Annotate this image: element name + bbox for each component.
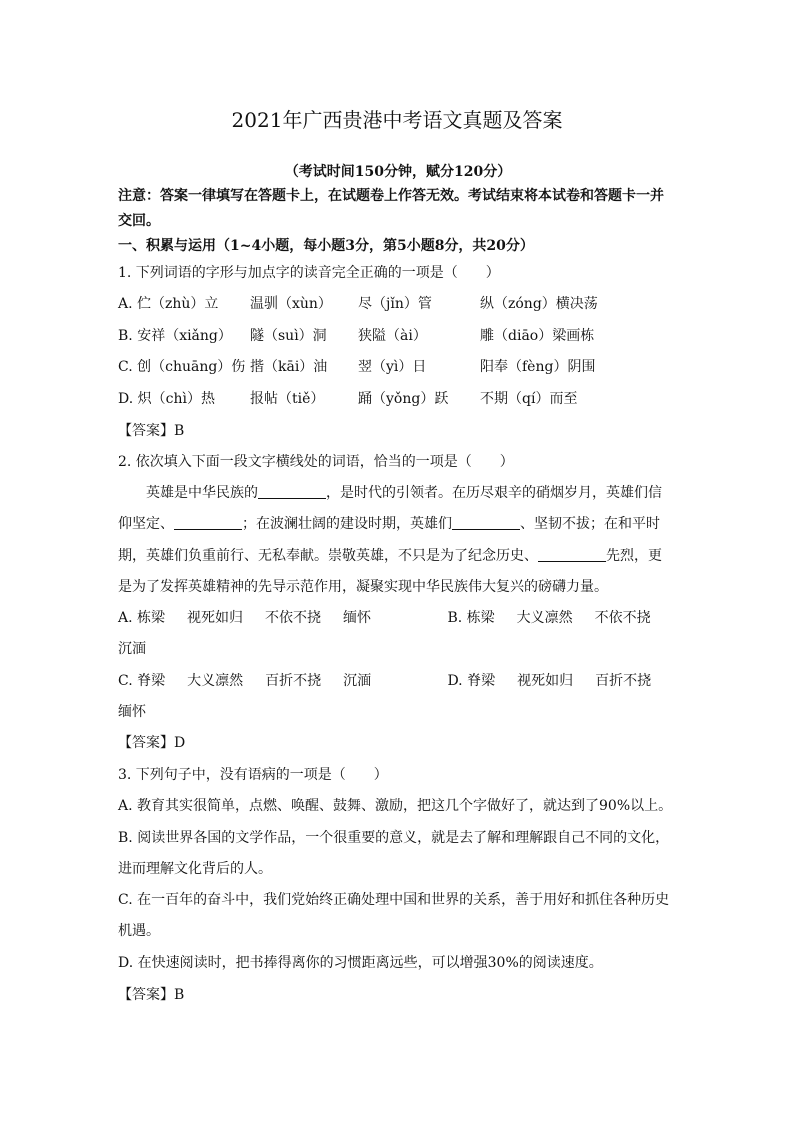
question-2-answer: 【答案】D xyxy=(118,735,186,751)
option-text: 温驯（xùn） xyxy=(250,296,332,312)
option-text: C. 脊梁 xyxy=(118,673,166,689)
option-text: 沉湎 xyxy=(343,673,372,689)
option-text: 尽（jǐn）管 xyxy=(358,296,432,312)
option-text: 视死如归 xyxy=(187,610,244,626)
option-text: 缅怀 xyxy=(343,610,372,626)
page-title: 2021年广西贵港中考语文真题及答案 xyxy=(231,108,563,132)
option-text: A. 栋梁 xyxy=(118,610,166,626)
option-text: B. 安祥（xiǎng） xyxy=(118,328,232,344)
question-3-option-c-line-2: 机遇。 xyxy=(118,923,160,939)
option-text: D. 脊梁 xyxy=(447,673,496,689)
question-2-paragraph-line-4: 是为了发挥英雄精神的先导示范作用，凝聚实现中华民族伟大复兴的磅礴力量。 xyxy=(118,579,608,595)
option-text: B. 栋梁 xyxy=(447,610,495,626)
question-3-option-a: A. 教育其实很简单，点燃、唤醒、鼓舞、激励，把这几个字做好了，就达到了90%以上。 xyxy=(118,798,673,814)
option-text: C. 创（chuāng）伤 xyxy=(118,359,246,375)
fill-blank-1 xyxy=(258,484,326,499)
question-3-option-c-line-1: C. 在一百年的奋斗中，我们党始终正确处理中国和世界的关系，善于用好和抓住各种历史 xyxy=(118,892,670,908)
question-1-option-a xyxy=(118,295,678,313)
question-2-paragraph-line-3 xyxy=(118,547,678,565)
option-text: 百折不挠 xyxy=(595,673,652,689)
option-text: 大义凛然 xyxy=(516,610,573,626)
option-text: 大义凛然 xyxy=(187,673,244,689)
option-text: D. 炽（chì）热 xyxy=(118,391,215,407)
option-text: 踊（yǒng）跃 xyxy=(358,391,449,407)
question-3-option-d: D. 在快速阅读时，把书捧得离你的习惯距离远些，可以增强30%的阅读速度。 xyxy=(118,955,603,971)
option-text: 不依不挠 xyxy=(594,610,651,626)
notice-line-2: 交回。 xyxy=(118,213,160,229)
fill-blank-3 xyxy=(452,515,520,530)
question-1-option-b xyxy=(118,327,678,345)
paragraph-text: 、坚韧不拔；在和平时 xyxy=(520,516,660,532)
paragraph-text: 先烈，更 xyxy=(606,548,662,564)
option-text: 纵（zóng）横决荡 xyxy=(480,296,598,312)
question-1-option-c xyxy=(118,358,678,376)
option-text: 不依不挠 xyxy=(265,610,322,626)
question-3-stem: 3. 下列句子中，没有语病的一项是（ ） xyxy=(118,767,388,783)
paragraph-text: 期，英雄们负重前行、无私奉献。崇敬英雄，不只是为了纪念历史、 xyxy=(118,548,538,564)
section-heading: 一、积累与运用（1~4小题，每小题3分，第5小题8分，共20分） xyxy=(118,238,534,254)
paragraph-text: ；在波澜壮阔的建设时期，英雄们 xyxy=(242,516,452,532)
paragraph-text: ，是时代的引领者。在历尽艰辛的硝烟岁月，英雄们信 xyxy=(326,485,662,501)
option-text: 视死如归 xyxy=(517,673,574,689)
question-1-option-d xyxy=(118,390,678,408)
exam-info: （考试时间150分钟，赋分120分） xyxy=(284,164,512,180)
question-3-answer: 【答案】B xyxy=(118,987,185,1003)
question-1-answer: 【答案】B xyxy=(118,423,185,439)
option-text: 翌（yì）日 xyxy=(358,359,427,375)
paragraph-text: 英雄是中华民族的 xyxy=(146,485,258,501)
question-2-stem: 2. 依次填入下面一段文字横线处的词语，恰当的一项是（ ） xyxy=(118,454,514,470)
option-text: 雕（diāo）梁画栋 xyxy=(480,328,595,344)
question-3-option-b-line-1: B. 阅读世界各国的文学作品，一个很重要的意义，就是去了解和理解跟自己不同的文化， xyxy=(118,830,670,846)
question-3-option-b-line-2: 进而理解文化背后的人。 xyxy=(118,861,272,877)
option-text: A. 伫（zhù）立 xyxy=(118,296,219,312)
fill-blank-2 xyxy=(174,515,242,530)
question-2-paragraph-line-1 xyxy=(118,484,678,502)
paragraph-text: 仰坚定、 xyxy=(118,516,174,532)
option-text: 不期（qí）而至 xyxy=(480,391,578,407)
fill-blank-4 xyxy=(538,547,606,562)
question-2-options-ab xyxy=(118,609,678,627)
option-text: 百折不挠 xyxy=(265,673,322,689)
question-2-paragraph-line-2 xyxy=(118,515,678,533)
option-text: 报帖（tiě） xyxy=(250,391,325,407)
option-text: 狭隘（ài） xyxy=(358,328,427,344)
option-text: 阳奉（fèng）阴围 xyxy=(480,359,596,375)
option-text: 隧（suì）洞 xyxy=(250,328,327,344)
question-1-stem: 1. 下列词语的字形与加点字的读音完全正确的一项是（ ） xyxy=(118,265,500,281)
question-2-option-d-wrap: 缅怀 xyxy=(118,704,146,720)
question-2-option-b-wrap: 沉湎 xyxy=(118,641,146,657)
option-text: 揩（kāi）油 xyxy=(250,359,328,375)
question-2-options-cd xyxy=(118,672,678,690)
notice-line-1: 注意：答案一律填写在答题卡上，在试题卷上作答无效。考试结束将本试卷和答题卡一并 xyxy=(118,188,664,204)
